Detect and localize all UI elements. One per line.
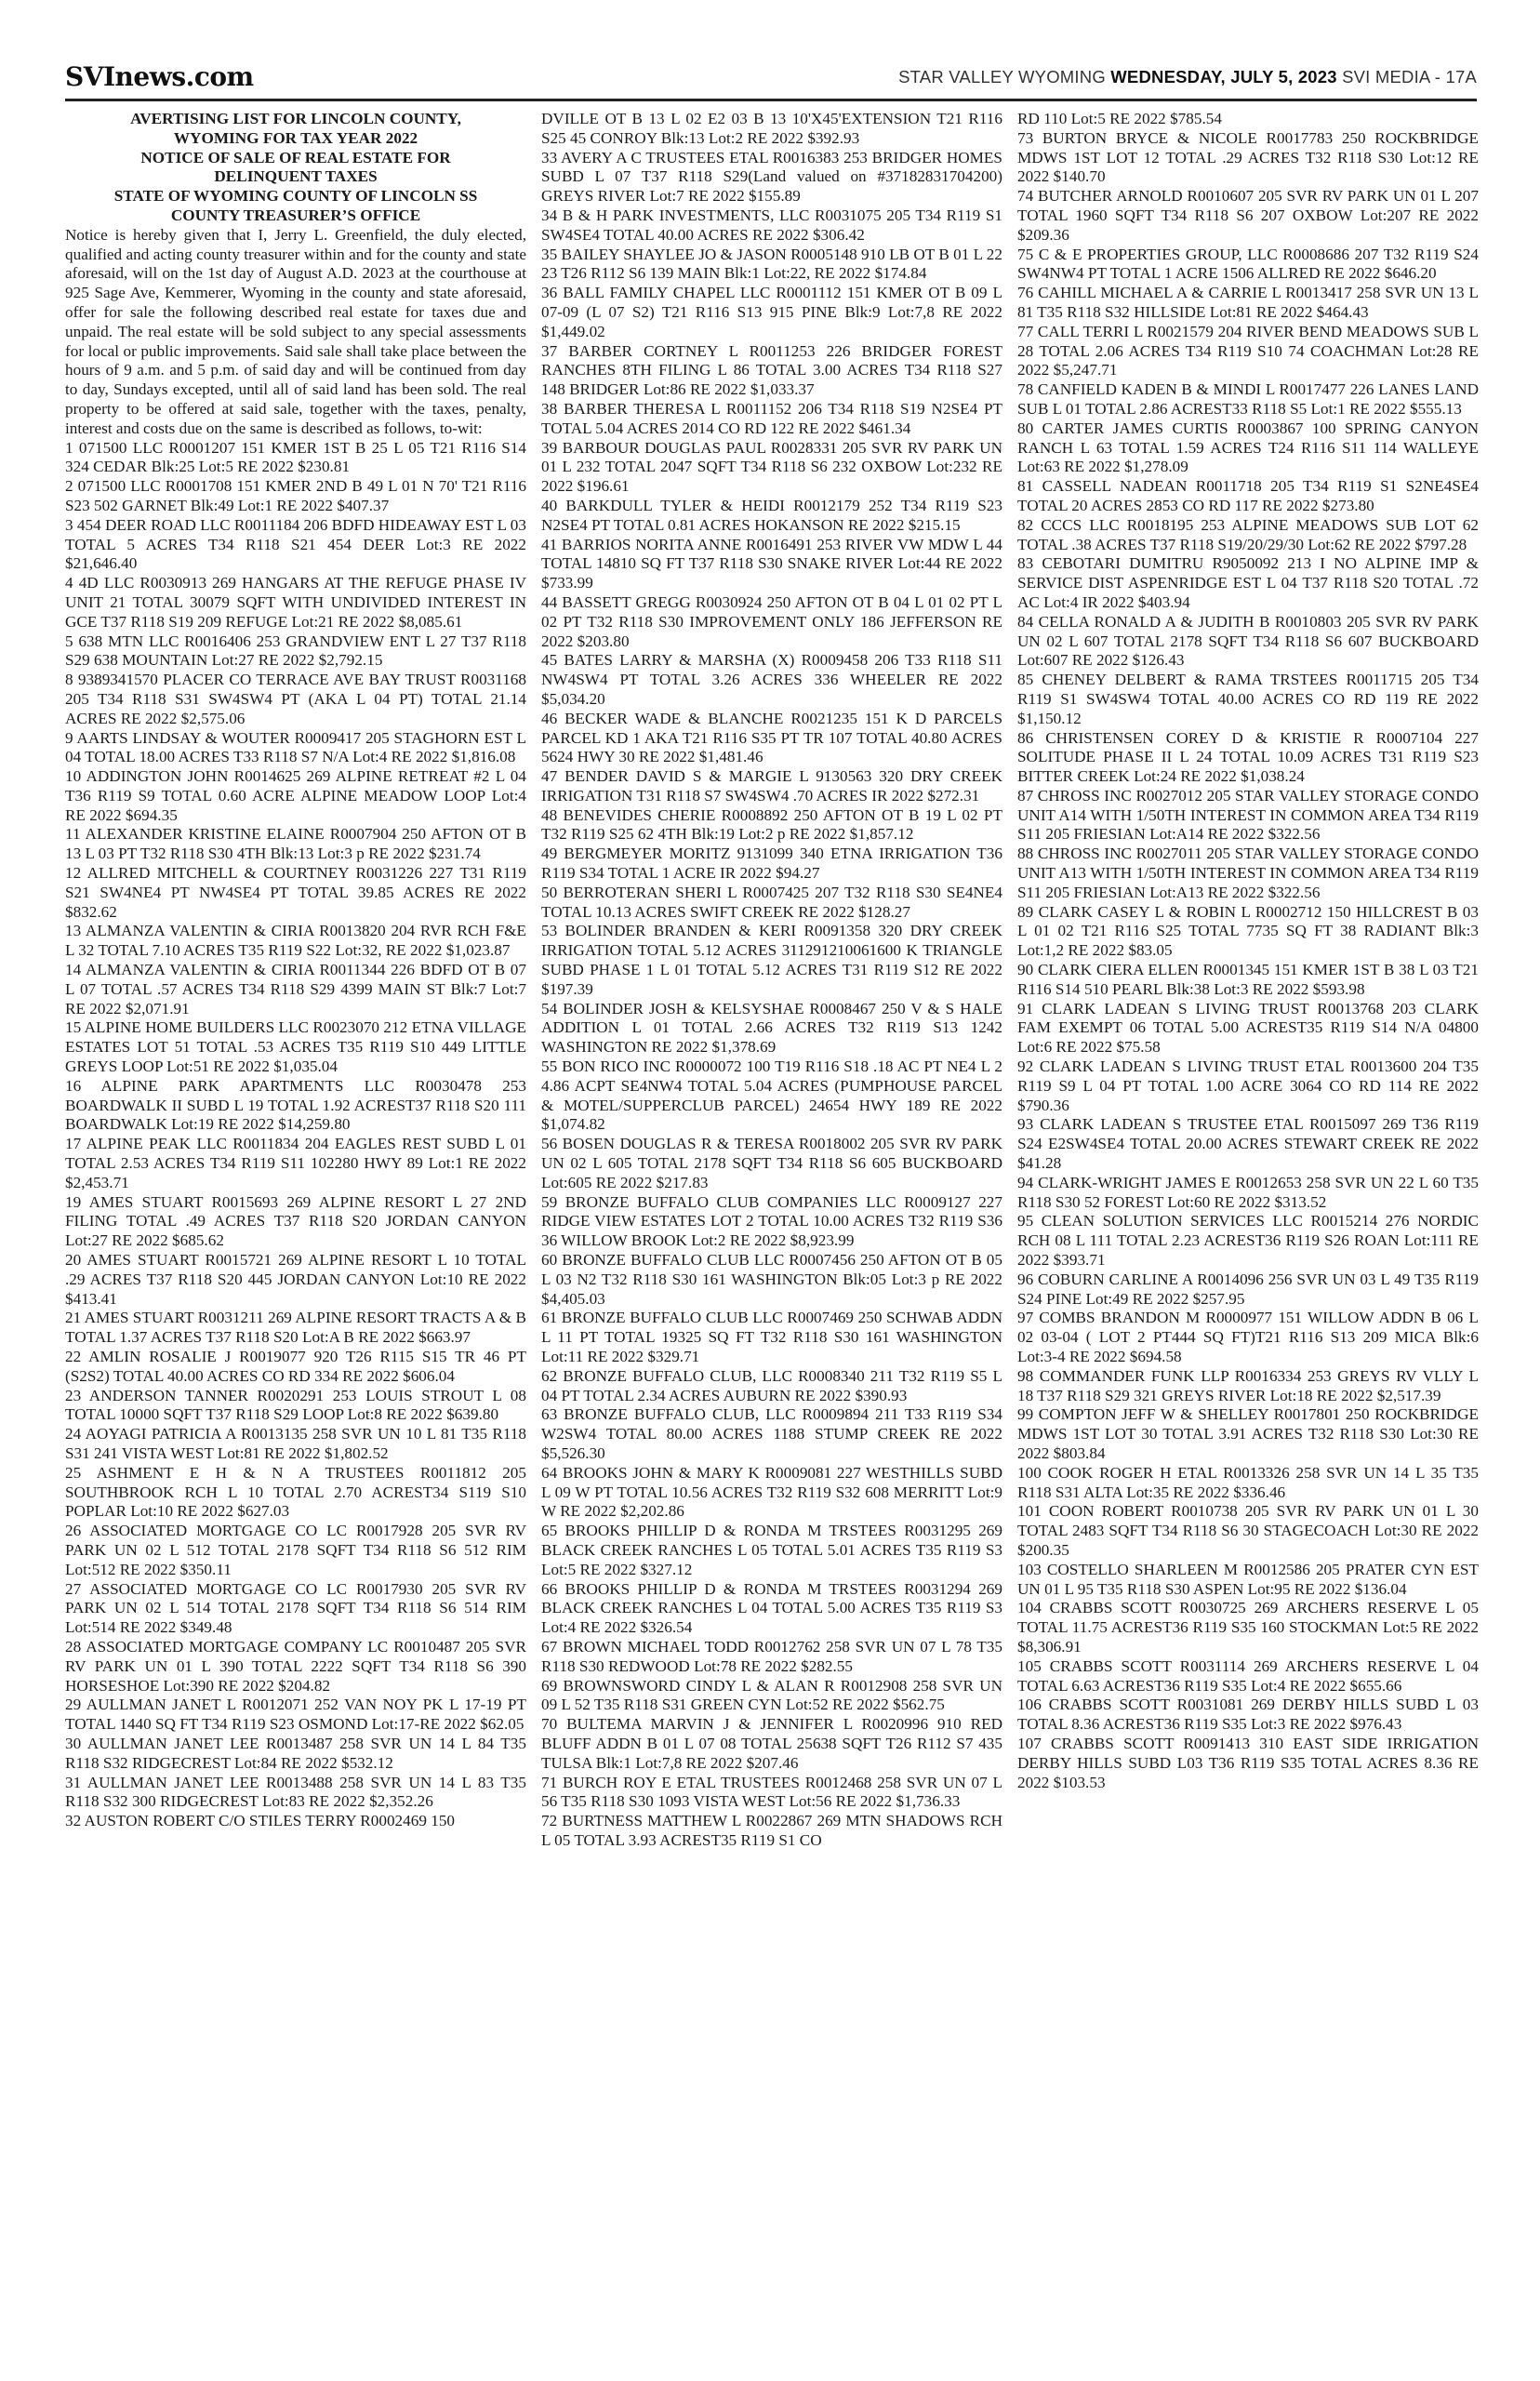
notice-title-line: WYOMING FOR TAX YEAR 2022 bbox=[173, 128, 418, 147]
listing-entry: 37 BARBER CORTNEY L R0011253 226 BRIDGER FOREST RANCHES 8TH FILING L 86 TOTAL 3.00 ACRES T34 R118 S27 148 BRIDGER Lot:86 RE 2022 $1,033.37 bbox=[541, 341, 1002, 399]
listing-entry: 91 CLARK LADEAN S LIVING TRUST R0013768 203 CLARK FAM EXEMPT 06 TOTAL 5.00 ACREST35 R119 S14 N/A 04800 Lot:6 RE 2022 $75.58 bbox=[1017, 999, 1479, 1057]
listing-entry: 9 AARTS LINDSAY & WOUTER R0009417 205 STAGHORN EST L 04 TOTAL 18.00 ACRES T33 R118 S7 N/A Lot:4 RE 2022 $1,816.08 bbox=[65, 728, 526, 766]
listing-entry: 74 BUTCHER ARNOLD R0010607 205 SVR RV PARK UN 01 L 207 TOTAL 1960 SQFT T34 R118 S6 207 OXBOW Lot:207 RE 2022 $209.36 bbox=[1017, 187, 1479, 244]
listing-entry: 69 BROWNSWORD CINDY L & ALAN R R0012908 258 SVR UN 09 L 52 T35 R118 S31 GREEN CYN Lot:52 RE 2022 $562.75 bbox=[541, 1676, 1002, 1714]
listing-entry: 83 CEBOTARI DUMITRU R9050092 213 I NO ALPINE IMP & SERVICE DIST ASPENRIDGE EST L 04 T37 R118 S20 TOTAL .72 AC Lot:4 IR 2022 $403.94 bbox=[1017, 554, 1479, 611]
listing-list-3 bbox=[1017, 110, 1479, 1792]
listing-entry: 48 BENEVIDES CHERIE R0008892 250 AFTON OT B 19 L 02 PT T32 R119 S25 62 4TH Blk:19 Lot:2 p RE 2022 $1,857.12 bbox=[541, 805, 1002, 844]
listing-entry: 25 ASHMENT E H & N A TRUSTEES R0011812 205 SOUTHBROOK RCH L 10 TOTAL 2.70 ACREST34 S119 S10 POPLAR Lot:10 RE 2022 $627.03 bbox=[65, 1463, 526, 1521]
listing-entry: 29 AULLMAN JANET L R0012071 252 VAN NOY PK L 17-19 PT TOTAL 1440 SQ FT T34 R119 S23 OSMOND Lot:17-RE 2022 $62.05 bbox=[65, 1696, 526, 1734]
listing-entry: 49 BERGMEYER MORITZ 9131099 340 ETNA IRRIGATION T36 R119 S34 TOTAL 1 ACRE IR 2022 $94.27 bbox=[541, 845, 1002, 883]
listing-entry: 101 COON ROBERT R0010738 205 SVR RV PARK UN 01 L 30 TOTAL 2483 SQFT T34 R118 S6 30 STAGECOACH Lot:30 RE 2022 $200.35 bbox=[1017, 1502, 1479, 1559]
listing-entry: 54 BOLINDER JOSH & KELSYSHAE R0008467 250 V & S HALE ADDITION L 01 TOTAL 2.66 ACRES T32 R119 S13 1242 WASHINGTON RE 2022 $1,378.69 bbox=[541, 999, 1002, 1057]
listing-entry: 19 AMES STUART R0015693 269 ALPINE RESORT L 27 2ND FILING TOTAL .49 ACRES T37 R118 S20 JORDAN CANYON Lot:27 RE 2022 $685.62 bbox=[65, 1192, 526, 1250]
listing-entry: 21 AMES STUART R0031211 269 ALPINE RESORT TRACTS A & B TOTAL 1.37 ACRES T37 R118 S20 Lot:A B RE 2022 $663.97 bbox=[65, 1309, 526, 1347]
listing-entry: 82 CCCS LLC R0018195 253 ALPINE MEADOWS SUB LOT 62 TOTAL .38 ACRES T37 R118 S19/20/29/30 Lot:62 RE 2022 $797.28 bbox=[1017, 515, 1479, 553]
column-2 bbox=[541, 110, 1002, 1851]
site-masthead[interactable]: SVInews.com bbox=[65, 61, 254, 92]
listing-entry: RD 110 Lot:5 RE 2022 $785.54 bbox=[1017, 110, 1222, 127]
listing-entry: 33 AVERY A C TRUSTEES ETAL R0016383 253 BRIDGER HOMES SUBD L 07 T37 R118 S29(Land valued on #37182831704200) GREYS RIVER Lot:7 RE 2022 $155.89 bbox=[541, 148, 1002, 206]
listing-entry: 47 BENDER DAVID S & MARGIE L 9130563 320 DRY CREEK IRRIGATION T31 R118 S7 SW4SW4 .70 ACRES IR 2022 $272.31 bbox=[541, 767, 1002, 805]
listing-entry: 31 AULLMAN JANET LEE R0013488 258 SVR UN 14 L 83 T35 R118 S32 300 RIDGECREST Lot:83 RE 2022 $2,352.26 bbox=[65, 1773, 526, 1811]
listing-entry: 106 CRABBS SCOTT R0031081 269 DERBY HILLS SUBD L 03 TOTAL 8.36 ACREST36 R119 S35 Lot:3 RE 2022 $976.43 bbox=[1017, 1696, 1479, 1734]
listing-entry: 55 BON RICO INC R0000072 100 T19 R116 S18 .18 AC PT NE4 L 2 4.86 ACPT SE4NW4 TOTAL 5.04 ACRES (PUMPHOUSE PARCEL & MOTEL/SUPPERCLUB PARCEL) 24654 HWY 189 RE 2022 $1,074.82 bbox=[541, 1057, 1002, 1134]
listing-entry: 60 BRONZE BUFFALO CLUB LLC R0007456 250 AFTON OT B 05 L 03 N2 T32 R118 S30 161 WASHINGTON Blk:05 Lot:3 p RE 2022 $4,405.03 bbox=[541, 1251, 1002, 1308]
listing-entry: 78 CANFIELD KADEN B & MINDI L R0017477 226 LANES LAND SUB L 01 TOTAL 2.86 ACREST33 R118 S5 Lot:1 RE 2022 $555.13 bbox=[1017, 380, 1479, 418]
listing-entry: 70 BULTEMA MARVIN J & JENNIFER L R0020996 910 RED BLUFF ADDN B 01 L 07 08 TOTAL 25638 SQFT T26 R112 S7 435 TULSA Blk:1 Lot:7,8 RE 2022 $207.46 bbox=[541, 1715, 1002, 1772]
listing-entry: 10 ADDINGTON JOHN R0014625 269 ALPINE RETREAT #2 L 04 T36 R119 S9 TOTAL 0.60 ACRE ALPINE MEADOW LOOP Lot:4 RE 2022 $694.35 bbox=[65, 767, 526, 824]
listing-entry: 35 BAILEY SHAYLEE JO & JASON R0005148 910 LB OT B 01 L 22 23 T26 R112 S6 139 MAIN Blk:1 Lot:22, RE 2022 $174.84 bbox=[541, 245, 1002, 283]
listing-entry: 27 ASSOCIATED MORTGAGE CO LC R0017930 205 SVR RV PARK UN 02 L 514 TOTAL 2178 SQFT T34 R118 S6 514 RIM Lot:514 RE 2022 $349.48 bbox=[65, 1579, 526, 1637]
listing-entry: 41 BARRIOS NORITA ANNE R0016491 253 RIVER VW MDW L 44 TOTAL 14810 SQ FT T37 R118 S30 SNAKE RIVER Lot:44 RE 2022 $733.99 bbox=[541, 535, 1002, 592]
listing-list-1 bbox=[65, 439, 526, 1831]
listing-entry: 100 COOK ROGER H ETAL R0013326 258 SVR UN 14 L 35 T35 R118 S31 ALTA Lot:35 RE 2022 $336.46 bbox=[1017, 1463, 1479, 1501]
listing-entry: 90 CLARK CIERA ELLEN R0001345 151 KMER 1ST B 38 L 03 T21 R116 S14 510 PEARL Blk:38 Lot:3 RE 2022 $593.98 bbox=[1017, 961, 1479, 998]
listing-entry: 66 BROOKS PHILLIP D & RONDA M TRSTEES R0031294 269 BLACK CREEK RANCHES L 04 TOTAL 5.00 ACRES T35 R119 S3 Lot:4 RE 2022 $326.54 bbox=[541, 1579, 1002, 1637]
listing-entry: 2 071500 LLC R0001708 151 KMER 2ND B 49 L 01 N 70' T21 R116 S23 502 GARNET Blk:49 Lot:1 RE 2022 $407.37 bbox=[65, 477, 526, 514]
listing-entry: 5 638 MTN LLC R0016406 253 GRANDVIEW ENT L 27 T37 R118 S29 638 MOUNTAIN Lot:27 RE 2022 $2,792.15 bbox=[65, 632, 526, 670]
listing-entry: 22 AMLIN ROSALIE J R0019077 920 T26 R115 S15 TR 46 PT (S2S2) TOTAL 40.00 ACRES CO RD 334 RE 2022 $606.04 bbox=[65, 1348, 526, 1385]
listing-entry: 14 ALMANZA VALENTIN & CIRIA R0011344 226 BDFD OT B 07 L 07 TOTAL .57 ACRES T34 R118 S29 4399 MAIN ST Blk:7 Lot:7 RE 2022 $2,071.91 bbox=[65, 961, 526, 1018]
listing-entry: 76 CAHILL MICHAEL A & CARRIE L R0013417 258 SVR UN 13 L 81 T35 R118 S32 HILLSIDE Lot:81 RE 2022 $464.43 bbox=[1017, 284, 1479, 321]
listing-entry: 87 CHROSS INC R0027012 205 STAR VALLEY STORAGE CONDO UNIT A14 WITH 1/50TH INTEREST IN COMMON AREA T34 R119 S11 205 FRIESIAN Lot:A14 RE 2022 $322.56 bbox=[1017, 786, 1479, 844]
listing-entry: 8 9389341570 PLACER CO TERRACE AVE BAY TRUST R0031168 205 T34 R118 S31 SW4SW4 PT (AKA L 04 PT) TOTAL 21.14 ACRES RE 2022 $2,575.06 bbox=[65, 671, 526, 727]
listing-entry: 17 ALPINE PEAK LLC R0011834 204 EAGLES REST SUBD L 01 TOTAL 2.53 ACRES T34 R119 S11 102280 HWY 89 Lot:1 RE 2022 $2,453.71 bbox=[65, 1135, 526, 1191]
listing-entry: 24 AOYAGI PATRICIA A R0013135 258 SVR UN 10 L 81 T35 R118 S31 241 VISTA WEST Lot:81 RE 2022 $1,802.52 bbox=[65, 1425, 526, 1462]
listing-entry: 44 BASSETT GREGG R0030924 250 AFTON OT B 04 L 01 02 PT L 02 PT T32 R118 S30 IMPROVEMENT ONLY 186 JEFFERSON RE 2022 $203.80 bbox=[541, 592, 1002, 650]
listing-entry: 89 CLARK CASEY L & ROBIN L R0002712 150 HILLCREST B 03 L 01 02 T21 R116 S25 TOTAL 7735 SQ FT 38 RADIANT Blk:3 Lot:1,2 RE 2022 $83.05 bbox=[1017, 902, 1479, 960]
listing-entry: 67 BROWN MICHAEL TODD R0012762 258 SVR UN 07 L 78 T35 R118 S30 REDWOOD Lot:78 RE 2022 $282.55 bbox=[541, 1637, 1002, 1675]
listing-entry: 63 BRONZE BUFFALO CLUB, LLC R0009894 211 T33 R119 S34 W2SW4 TOTAL 80.00 ACRES 1188 STUMP CREEK RE 2022 $5,526.30 bbox=[541, 1405, 1002, 1462]
listing-entry: 65 BROOKS PHILLIP D & RONDA M TRSTEES R0031295 269 BLACK CREEK RANCHES L 05 TOTAL 5.01 ACRES T35 R119 S3 Lot:5 RE 2022 $327.12 bbox=[541, 1522, 1002, 1578]
folio-page: SVI MEDIA - 17A bbox=[1336, 67, 1477, 86]
listing-entry: 73 BURTON BRYCE & NICOLE R0017783 250 ROCKBRIDGE MDWS 1ST LOT 12 TOTAL .29 ACRES T32 R118 S30 Lot:12 RE 2022 $140.70 bbox=[1017, 128, 1479, 186]
listing-entry: 103 COSTELLO SHARLEEN M R0012586 205 PRATER CYN EST UN 01 L 95 T35 R118 S30 ASPEN Lot:95 RE 2022 $136.04 bbox=[1017, 1560, 1479, 1598]
header-rule bbox=[65, 99, 1477, 101]
notice-title-line: AVERTISING LIST FOR LINCOLN COUNTY, bbox=[130, 110, 461, 127]
listing-entry: 107 CRABBS SCOTT R0091413 310 EAST SIDE IRRIGATION DERBY HILLS SUBD L03 T36 R119 S35 TOTAL ACRES 8.36 RE 2022 $103.53 bbox=[1017, 1734, 1479, 1791]
listing-entry: 75 C & E PROPERTIES GROUP, LLC R0008686 207 T32 R119 S24 SW4NW4 PT TOTAL 1 ACRE 1506 ALLRED RE 2022 $646.20 bbox=[1017, 245, 1479, 283]
listing-entry: 88 CHROSS INC R0027011 205 STAR VALLEY STORAGE CONDO UNIT A13 WITH 1/50TH INTEREST IN COMMON AREA T34 R119 S11 205 FRIESIAN Lot:A13 RE 2022 $322.56 bbox=[1017, 845, 1479, 901]
listing-entry: 46 BECKER WADE & BLANCHE R0021235 151 K D PARCELS PARCEL KD 1 AKA T21 R116 S35 PT TR 107 TOTAL 40.80 ACRES 5624 HWY 30 RE 2022 $1,481.46 bbox=[541, 709, 1002, 766]
notice-title-line: NOTICE OF SALE OF REAL ESTATE FOR bbox=[140, 148, 451, 166]
listing-entry: 39 BARBOUR DOUGLAS PAUL R0028331 205 SVR RV PARK UN 01 L 232 TOTAL 2047 SQFT T34 R118 S6 232 OXBOW Lot:232 RE 2022 $196.61 bbox=[541, 438, 1002, 496]
listing-entry: 59 BRONZE BUFFALO CLUB COMPANIES LLC R0009127 227 RIDGE VIEW ESTATES LOT 2 TOTAL 10.00 ACRES T32 R119 S36 36 WILLOW BROOK Lot:2 RE 2022 $8,923.99 bbox=[541, 1192, 1002, 1250]
listing-entry: 28 ASSOCIATED MORTGAGE COMPANY LC R0010487 205 SVR RV PARK UN 01 L 390 TOTAL 2222 SQFT T34 R118 S6 390 HORSESHOE Lot:390 RE 2022 $204.82 bbox=[65, 1637, 526, 1695]
listing-entry: 34 B & H PARK INVESTMENTS, LLC R0031075 205 T34 R119 S1 SW4SE4 TOTAL 40.00 ACRES RE 2022 $306.42 bbox=[541, 206, 1002, 244]
notice-title-line: STATE OF WYOMING COUNTY OF LINCOLN SS bbox=[113, 187, 478, 206]
listing-entry: 64 BROOKS JOHN & MARY K R0009081 227 WESTHILLS SUBD L 09 W PT TOTAL 10.56 ACRES T32 R119 S32 608 MERRITT Lot:9 W RE 2022 $2,202.86 bbox=[541, 1463, 1002, 1521]
notice-title-line: DELINQUENT TAXES bbox=[214, 167, 378, 186]
listing-entry: 62 BRONZE BUFFALO CLUB, LLC R0008340 211 T32 R119 S5 L 04 PT TOTAL 2.34 ACRES AUBURN RE 2022 $390.93 bbox=[541, 1366, 1002, 1404]
listing-entry: 85 CHENEY DELBERT & RAMA TRSTEES R0011715 205 T34 R119 S1 SW4SW4 TOTAL 40.00 ACRES CO RD 119 RE 2022 $1,150.12 bbox=[1017, 671, 1479, 727]
listing-entry: 71 BURCH ROY E ETAL TRUSTEES R0012468 258 SVR UN 07 L 56 T35 R118 S30 1093 VISTA WEST Lot:56 RE 2022 $1,736.33 bbox=[541, 1773, 1002, 1811]
listing-entry: 93 CLARK LADEAN S TRUSTEE ETAL R0015097 269 T36 R119 S24 E2SW4SE4 TOTAL 20.00 ACRES STEWART CREEK RE 2022 $41.28 bbox=[1017, 1115, 1479, 1173]
folio-date: WEDNESDAY, JULY 5, 2023 bbox=[1110, 67, 1337, 86]
listing-entry: 94 CLARK-WRIGHT JAMES E R0012653 258 SVR UN 22 L 60 T35 R118 S30 52 FOREST Lot:60 RE 2022 $313.52 bbox=[1017, 1173, 1479, 1211]
page-folio bbox=[898, 67, 1477, 87]
listing-entry: DVILLE OT B 13 L 02 E2 03 B 13 10'X45'EXTENSION T21 R116 S25 45 CONROY Blk:13 Lot:2 RE 2022 $392.93 bbox=[541, 110, 1002, 147]
listing-entry: 84 CELLA RONALD A & JUDITH B R0010803 205 SVR RV PARK UN 02 L 607 TOTAL 2178 SQFT T34 R118 S6 607 BUCKBOARD Lot:607 RE 2022 $126.43 bbox=[1017, 612, 1479, 670]
column-3 bbox=[1017, 110, 1479, 1792]
listing-entry: 23 ANDERSON TANNER R0020291 253 LOUIS STROUT L 08 TOTAL 10000 SQFT T37 R118 S29 LOOP Lot:8 RE 2022 $639.80 bbox=[65, 1386, 526, 1424]
listing-entry: 30 AULLMAN JANET LEE R0013487 258 SVR UN 14 L 84 T35 R118 S32 RIDGECREST Lot:84 RE 2022 $532.12 bbox=[65, 1734, 526, 1772]
listing-entry: 20 AMES STUART R0015721 269 ALPINE RESORT L 10 TOTAL .29 ACRES T37 R118 S20 445 JORDAN CANYON Lot:10 RE 2022 $413.41 bbox=[65, 1251, 526, 1308]
listing-entry: 40 BARKDULL TYLER & HEIDI R0012179 252 T34 R119 S23 N2SE4 PT TOTAL 0.81 ACRES HOKANSON RE 2022 $215.15 bbox=[541, 496, 1002, 534]
listing-entry: 72 BURTNESS MATTHEW L R0022867 269 MTN SHADOWS RCH L 05 TOTAL 3.93 ACREST35 R119 S1 CO bbox=[541, 1812, 1002, 1849]
listing-entry: 38 BARBER THERESA L R0011152 206 T34 R118 S19 N2SE4 PT TOTAL 5.04 ACRES 2014 CO RD 122 RE 2022 $461.34 bbox=[541, 399, 1002, 437]
folio-paper: STAR VALLEY WYOMING bbox=[898, 67, 1111, 86]
listing-entry: 80 CARTER JAMES CURTIS R0003867 100 SPRING CANYON RANCH L 63 TOTAL 1.59 ACRES T24 R116 S11 114 WALLEYE Lot:63 RE 2022 $1,278.09 bbox=[1017, 419, 1479, 476]
listing-entry: 97 COMBS BRANDON M R0000977 151 WILLOW ADDN B 06 L 02 03-04 ( LOT 2 PT444 SQ FT)T21 R116 S13 209 MICA Blk:6 Lot:3-4 RE 2022 $694.58 bbox=[1017, 1309, 1479, 1365]
listing-entry: 45 BATES LARRY & MARSHA (X) R0009458 206 T33 R118 S11 NW4SW4 PT TOTAL 3.26 ACRES 336 WHEELER RE 2022 $5,034.20 bbox=[541, 651, 1002, 708]
listing-entry: 98 COMMANDER FUNK LLP R0016334 253 GREYS RV VLLY L 18 T37 R118 S29 321 GREYS RIVER Lot:18 RE 2022 $2,517.39 bbox=[1017, 1366, 1479, 1404]
listing-entry: 86 CHRISTENSEN COREY D & KRISTIE R R0007104 227 SOLITUDE PHASE II L 24 TOTAL 10.09 ACRES T31 R119 S23 BITTER CREEK Lot:24 RE 2022 $1,038.24 bbox=[1017, 728, 1479, 786]
listing-entry: 26 ASSOCIATED MORTGAGE CO LC R0017928 205 SVR RV PARK UN 02 L 512 TOTAL 2178 SQFT T34 R118 S6 512 RIM Lot:512 RE 2022 $350.11 bbox=[65, 1522, 526, 1578]
listing-entry: 16 ALPINE PARK APARTMENTS LLC R0030478 253 BOARDWALK II SUBD L 19 TOTAL 1.92 ACREST37 R118 S20 111 BOARDWALK Lot:19 RE 2022 $14,259.80 bbox=[65, 1076, 526, 1134]
listing-entry: 92 CLARK LADEAN S LIVING TRUST ETAL R0013600 204 T35 R119 S9 L 04 PT TOTAL 1.00 ACRE 3064 CO RD 114 RE 2022 $790.36 bbox=[1017, 1057, 1479, 1114]
listing-entry: 96 COBURN CARLINE A R0014096 256 SVR UN 03 L 49 T35 R119 S24 PINE Lot:49 RE 2022 $257.95 bbox=[1017, 1270, 1479, 1308]
listing-entry: 50 BERROTERAN SHERI L R0007425 207 T32 R118 S30 SE4NE4 TOTAL 10.13 ACRES SWIFT CREEK RE 2022 $128.27 bbox=[541, 883, 1002, 921]
listing-entry: 95 CLEAN SOLUTION SERVICES LLC R0015214 276 NORDIC RCH 08 L 111 TOTAL 2.23 ACREST36 R119 S26 ROAN Lot:111 RE 2022 $393.71 bbox=[1017, 1212, 1479, 1270]
listing-entry: 56 BOSEN DOUGLAS R & TERESA R0018002 205 SVR RV PARK UN 02 L 605 TOTAL 2178 SQFT T34 R118 S6 605 BUCKBOARD Lot:605 RE 2022 $217.83 bbox=[541, 1135, 1002, 1191]
listing-entry: 3 454 DEER ROAD LLC R0011184 206 BDFD HIDEAWAY EST L 03 TOTAL 5 ACRES T34 R118 S21 454 DEER Lot:3 RE 2022 $21,646.40 bbox=[65, 515, 526, 573]
listing-entry: 1 071500 LLC R0001207 151 KMER 1ST B 25 L 05 T21 R116 S14 324 CEDAR Blk:25 Lot:5 RE 2022 $230.81 bbox=[65, 438, 526, 476]
listing-entry: 104 CRABBS SCOTT R0030725 269 ARCHERS RESERVE L 05 TOTAL 11.75 ACREST36 R119 S35 160 STOCKMAN Lot:5 RE 2022 $8,306.91 bbox=[1017, 1599, 1479, 1656]
listing-entry: 105 CRABBS SCOTT R0031114 269 ARCHERS RESERVE L 04 TOTAL 6.63 ACREST36 R119 S35 Lot:4 RE 2022 $655.66 bbox=[1017, 1656, 1479, 1695]
listing-entry: 77 CALL TERRI L R0021579 204 RIVER BEND MEADOWS SUB L 28 TOTAL 2.06 ACRES T34 R119 S10 74 COACHMAN Lot:28 RE 2022 $5,247.71 bbox=[1017, 322, 1479, 379]
listing-entry: 12 ALLRED MITCHELL & COURTNEY R0031226 227 T31 R119 S21 SW4NE4 PT NW4SE4 PT TOTAL 39.85 ACRES RE 2022 $832.62 bbox=[65, 864, 526, 921]
listing-entry: 32 AUSTON ROBERT C/O STILES TERRY R0002469 150 bbox=[65, 1812, 456, 1830]
listing-entry: 13 ALMANZA VALENTIN & CIRIA R0013820 204 RVR RCH F&E L 32 TOTAL 7.10 ACRES T35 R119 S22 Lot:32, RE 2022 $1,023.87 bbox=[65, 922, 526, 960]
listing-entry: 4 4D LLC R0030913 269 HANGARS AT THE REFUGE PHASE IV UNIT 21 TOTAL 30079 SQFT WITH UNDIVIDED INTEREST IN GCE T37 R118 S19 209 REFUGE Lot:21 RE 2022 $8,085.61 bbox=[65, 574, 526, 631]
page-header bbox=[65, 61, 1477, 95]
listing-entry: 81 CASSELL NADEAN R0011718 205 T34 R119 S1 S2NE4SE4 TOTAL 20 ACRES 2853 CO RD 117 RE 2022 $273.80 bbox=[1017, 477, 1479, 514]
notice-body: Notice is hereby given that I, Jerry L. Greenfield, the duly elected, qualified and acting county treasurer within and for the county and state aforesaid, will on the 1st day of August A.D. 2023 at the courthouse at 925 Sage Ave, Kemmerer, Wyoming in the county and state aforesaid, offer for sale the following described real estate for taxes due and unpaid. The real estate will be sold subject to any special assessments for local or public improvements. Said sale shall take place between the hours of 9 a.m. and 5 p.m. of said day and will be continued from day to day, Sundays excepted, until all of said land has been sold. The real property to be offered at said sale, together with the taxes, penalty, interest and costs due on the same is described as follows, to-wit: bbox=[65, 225, 526, 437]
listing-entry: 15 ALPINE HOME BUILDERS LLC R0023070 212 ETNA VILLAGE ESTATES LOT 51 TOTAL .53 ACRES T35 R119 S10 449 LITTLE GREYS LOOP Lot:51 RE 2022 $1,035.04 bbox=[65, 1018, 526, 1076]
listing-entry: 99 COMPTON JEFF W & SHELLEY R0017801 250 ROCKBRIDGE MDWS 1ST LOT 30 TOTAL 3.91 ACRES T32 R118 S30 Lot:30 RE 2022 $803.84 bbox=[1017, 1405, 1479, 1462]
listing-entry: 11 ALEXANDER KRISTINE ELAINE R0007904 250 AFTON OT B 13 L 03 PT T32 R118 S30 4TH Blk:13 Lot:3 p RE 2022 $231.74 bbox=[65, 825, 526, 863]
notice-title-line: COUNTY TREASURER’S OFFICE bbox=[170, 206, 421, 224]
column-1 bbox=[65, 110, 526, 1831]
listing-entry: 53 BOLINDER BRANDEN & KERI R0091358 320 DRY CREEK IRRIGATION TOTAL 5.12 ACRES 311291210061600 K TRIANGLE SUBD PHASE 1 L 01 TOTAL 5.12 ACRES T31 R119 S12 RE 2022 $197.39 bbox=[541, 922, 1002, 998]
listing-entry: 61 BRONZE BUFFALO CLUB LLC R0007469 250 SCHWAB ADDN L 11 PT TOTAL 19325 SQ FT T32 R118 S30 161 WASHINGTON Lot:11 RE 2022 $329.71 bbox=[541, 1309, 1002, 1365]
notice-title bbox=[65, 110, 526, 226]
listing-entry: 36 BALL FAMILY CHAPEL LLC R0001112 151 KMER OT B 09 L 07-09 (L 07 S2) T21 R116 S13 915 PINE Blk:9 Lot:7,8 RE 2022 $1,449.02 bbox=[541, 284, 1002, 340]
listing-list-2 bbox=[541, 110, 1002, 1851]
